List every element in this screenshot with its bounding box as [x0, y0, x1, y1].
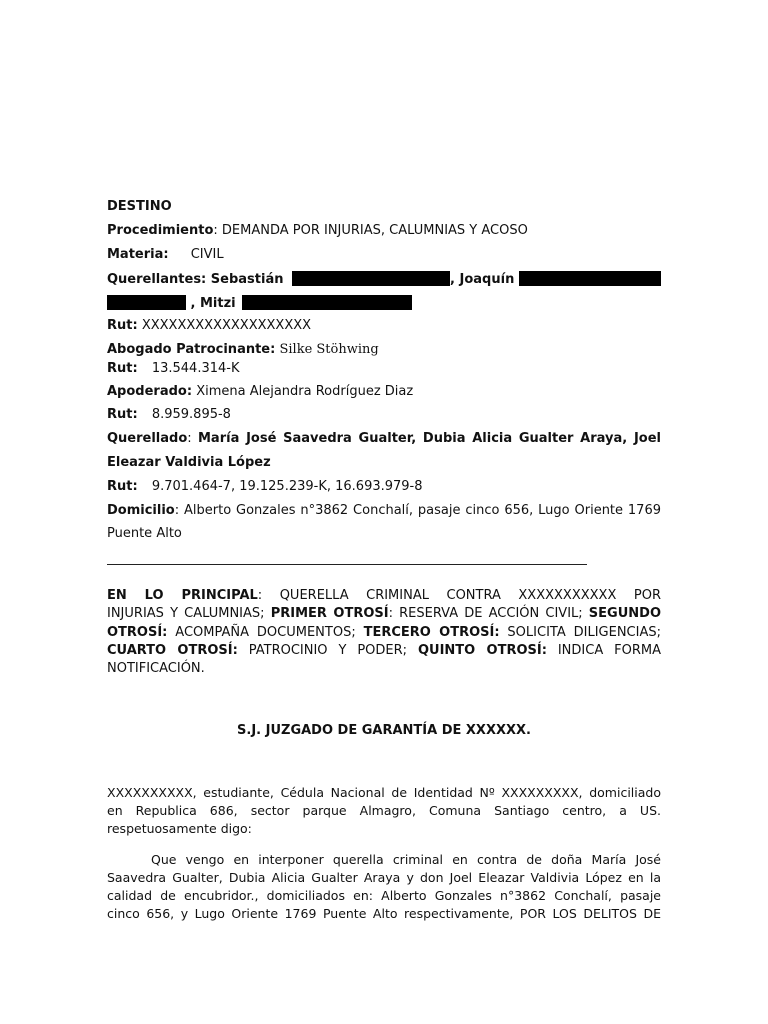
sumilla-text: INJURIAS Y CALUMNIAS; [107, 606, 271, 621]
body-line: en Republica 686, sector parque Almagro, Comuna Santiago centro, a US. [107, 803, 661, 818]
querellante-2-name: Joaquín [459, 272, 515, 287]
quinto-otrosi: QUINTO OTROSÍ: [417, 643, 547, 658]
domicilio-value: : Alberto Gonzales n°3862 Conchalí, pasaje cinco 656, Lugo Oriente 1769 [174, 503, 661, 518]
querellantes-line [107, 271, 661, 288]
body-line: cinco 656, y Lugo Oriente 1769 Puente Alto respectivamente, POR LOS DELITOS DE [107, 906, 661, 921]
abogado-rut-value: 13.544.314-K [151, 361, 240, 376]
destino-heading: DESTINO [107, 199, 172, 214]
sumilla-text: : RESERVA DE ACCIÓN CIVIL; [388, 606, 589, 621]
sumilla-text: ACOMPAÑA DOCUMENTOS; [167, 625, 364, 640]
body-line: Saavedra Gualter, Dubia Alicia Gualter Araya y don Joel Eleazar Valdivia López en la [107, 870, 661, 885]
sumilla-line-1 [107, 588, 661, 604]
procedimiento-label: Procedimiento [107, 223, 214, 238]
apoderado-rut-line [107, 407, 231, 423]
querellado-line-2: Eleazar Valdivia López [107, 455, 271, 470]
body-line: Que vengo en interponer querella criminal en contra de doña María José [151, 852, 661, 867]
primer-otrosi: PRIMER OTROSÍ [270, 606, 389, 621]
cuarto-otrosi: CUARTO OTROSÍ: [107, 643, 238, 658]
materia-value: CIVIL [190, 247, 224, 262]
rut-label: Rut: [107, 407, 138, 422]
domicilio-line [107, 503, 661, 519]
en-lo-principal: EN LO PRINCIPAL [107, 588, 258, 603]
sumilla-line-4 [107, 643, 661, 659]
abogado-line [107, 342, 379, 358]
abogado-label: Abogado Patrocinante: [107, 342, 276, 357]
sumilla-text: SOLICITA DILIGENCIAS; [499, 625, 661, 640]
procedimiento-line [107, 223, 528, 239]
sumilla-text: INDICA FORMA [546, 643, 661, 658]
apoderado-rut-value: 8.959.895-8 [151, 407, 231, 422]
sumilla-line-3 [107, 625, 661, 641]
body-line: respetuosamente digo: [107, 821, 252, 836]
sumilla-line-5: NOTIFICACIÓN. [107, 661, 205, 676]
materia-line [107, 247, 224, 263]
materia-label: Materia: [107, 247, 169, 262]
rut-querellantes-value: XXXXXXXXXXXXXXXXXXX [141, 318, 312, 333]
querellado-label: Querellado [107, 431, 188, 446]
querellado-line: Querellado: María José Saavedra Gualter, Dubia Alicia Gualter Araya, Joel [107, 431, 661, 446]
querellantes-label: Querellantes: [107, 272, 207, 287]
domicilio-label: Domicilio [107, 503, 175, 518]
separator-line [107, 564, 587, 565]
apoderado-label: Apoderado: [107, 384, 193, 399]
tercero-otrosi: TERCERO OTROSÍ: [363, 625, 500, 640]
procedimiento-value: : DEMANDA POR INJURIAS, CALUMNIAS Y ACOSO [213, 223, 528, 238]
querellado-rut-line [107, 479, 423, 495]
abogado-value: Silke Stöhwing [279, 342, 379, 357]
abogado-rut-line [107, 361, 239, 377]
sumilla-text: PATROCINIO Y PODER; [237, 643, 418, 658]
redaction-bar [107, 295, 186, 310]
tribunal-heading: S.J. JUZGADO DE GARANTÍA DE XXXXXX. [237, 723, 531, 738]
querellado-rut-value: 9.701.464-7, 19.125.239-K, 16.693.979-8 [151, 479, 423, 494]
apoderado-line [107, 384, 413, 400]
redaction-bar [519, 271, 661, 286]
segundo-otrosi: SEGUNDO [588, 606, 661, 621]
segundo-otrosi: OTROSÍ: [107, 625, 168, 640]
redaction-bar [292, 271, 450, 286]
apoderado-value: Ximena Alejandra Rodríguez Diaz [196, 384, 414, 399]
body-line: calidad de encubridor., domiciliados en: Alberto Gonzales n°3862 Conchalí, pasaje [107, 888, 661, 903]
querellante-1-name: Sebastián [210, 272, 284, 287]
rut-label: Rut: [107, 479, 138, 494]
domicilio-line-2: Puente Alto [107, 526, 182, 541]
comma: , [450, 272, 455, 287]
redaction-bar [242, 295, 412, 310]
rut-label: Rut: [107, 318, 138, 333]
querellado-names: María José Saavedra Gualter, Dubia Alicia Gualter Araya, Joel [198, 431, 661, 446]
body-line: XXXXXXXXXX, estudiante, Cédula Nacional de Identidad Nº XXXXXXXXX, domiciliado [107, 785, 661, 800]
querellantes-line-2 [107, 295, 412, 312]
querellante-3-name: , Mitzi [190, 296, 236, 311]
sumilla-line-2 [107, 606, 661, 622]
rut-querellantes-line [107, 318, 311, 334]
rut-label: Rut: [107, 361, 138, 376]
sumilla-text: : QUERELLA CRIMINAL CONTRA XXXXXXXXXXX POR [257, 588, 661, 603]
